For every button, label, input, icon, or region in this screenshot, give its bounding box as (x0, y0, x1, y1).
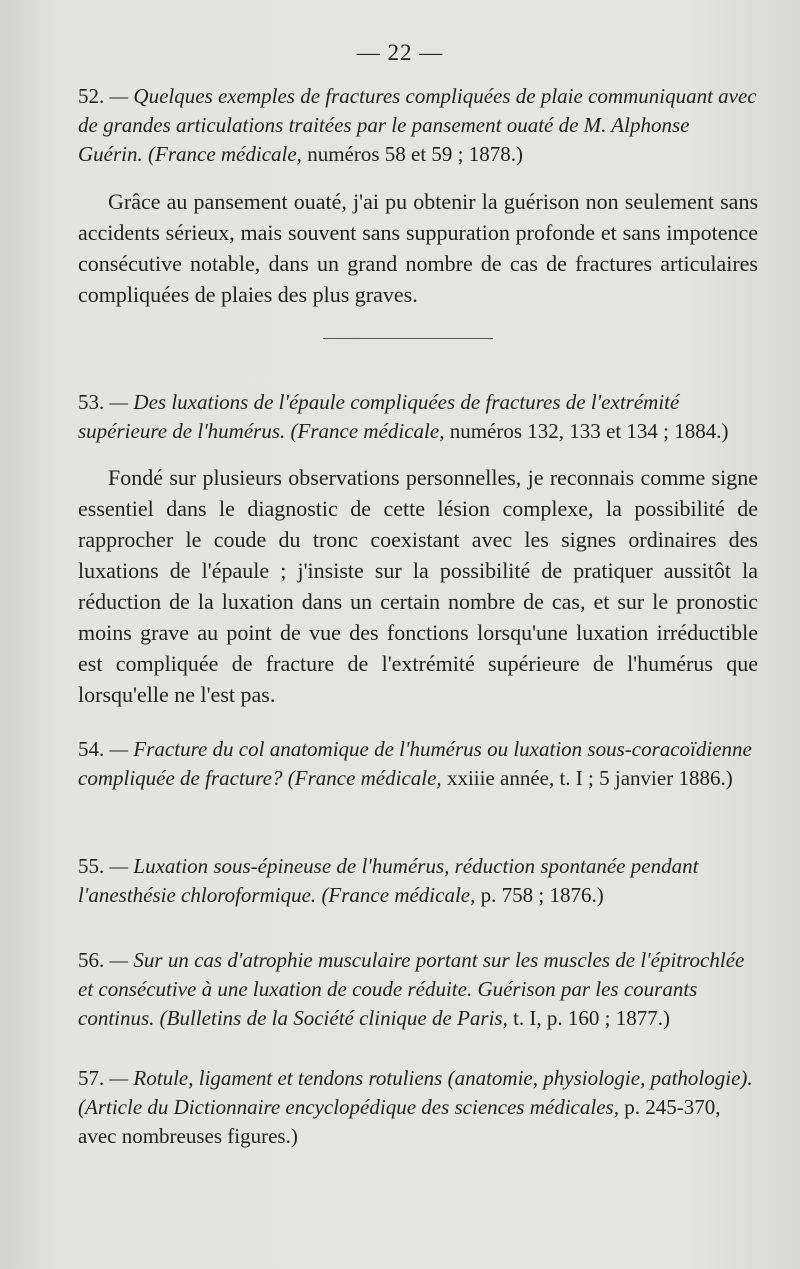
entry-title: — Rotule, ligament et tendons rotuliens (anatomie, physiologie, pathologie). (109, 1066, 753, 1090)
entry-title: — Fracture du col anatomique de l'humérus ou luxation sous-coracoïdienne compliquée de fracture? (78, 737, 752, 790)
entry-52 (78, 82, 758, 169)
entry-number: 57. (78, 1066, 105, 1090)
section-divider (323, 338, 493, 339)
entry-title: — Quelques exemples de fractures compliquées de plaie communiquant avec de grandes articulations traitées par le pansement ouaté de M. Alphonse Guérin. (78, 84, 757, 166)
entry-number: 52. (78, 84, 105, 108)
entry-ref-source: (Bulletins de la Société clinique de Paris, (159, 1006, 508, 1030)
entry-number: 54. (78, 737, 105, 761)
entry-ref-detail: p. 245-370, avec nombreuses figures.) (78, 1095, 721, 1148)
paragraph-53: Fondé sur plusieurs observations personnelles, je reconnais comme signe essentiel dans le diagnostic de cette lésion complexe, la possibilité de rapprocher le coude du tronc coexistant avec les signes ordinaires des luxations de l'épaule ; j'insiste sur la possibilité de pratiquer aussitôt la réduction de la luxation dans un certain nombre de cas, et sur le pronostic moins grave au point de vue des fonctions lorsqu'une luxation irréductible est compliquée de fracture de l'extrémité supérieure de l'humérus que lorsqu'elle ne l'est pas. (78, 465, 758, 707)
entry-number: 56. (78, 948, 105, 972)
entry-ref-source: (France médicale, (148, 142, 302, 166)
entry-ref-source: (Article du Dictionnaire encyclopédique des sciences médicales, (78, 1095, 619, 1119)
entry-ref-detail: numéros 132, 133 et 134 ; 1884.) (449, 419, 729, 443)
entry-number: 55. (78, 854, 105, 878)
paragraph-52: Grâce au pansement ouaté, j'ai pu obtenir la guérison non seulement sans accidents sérieux, mais souvent sans suppuration profonde et sans impotence consécutive notable, dans un grand nombre de cas de fractures articulaires compliquées de plaies des plus graves. (78, 189, 758, 307)
entry-ref-detail: t. I, p. 160 ; 1877.) (513, 1006, 670, 1030)
entry-title: — Des luxations de l'épaule compliquées de fractures de l'extrémité supérieure de l'humérus. (78, 390, 680, 443)
entry-ref-source: (France médicale, (290, 419, 445, 443)
entry-number: 53. (78, 390, 105, 414)
entry-ref-detail: p. 758 ; 1876.) (480, 883, 604, 907)
entry-56 (78, 946, 758, 1033)
entry-title: — Sur un cas d'atrophie musculaire portant sur les muscles de l'épitrochlée et consécutive à une luxation de coude réduite. Guérison par les courants continus. (78, 948, 745, 1030)
entry-ref-source: (France médicale, (287, 766, 442, 790)
entry-title: — Luxation sous-épineuse de l'humérus, réduction spontanée pendant l'anesthésie chloroformique. (78, 854, 699, 907)
entry-ref-detail: numéros 58 et 59 ; 1878.) (307, 142, 523, 166)
page-number: — 22 — (356, 40, 444, 65)
entry-57 (78, 1064, 758, 1151)
entry-54 (78, 735, 758, 793)
entry-ref-detail: xxiiie année, t. I ; 5 janvier 1886.) (446, 766, 733, 790)
entry-53 (78, 388, 758, 446)
entry-55 (78, 852, 758, 910)
entry-ref-source: (France médicale, (321, 883, 476, 907)
